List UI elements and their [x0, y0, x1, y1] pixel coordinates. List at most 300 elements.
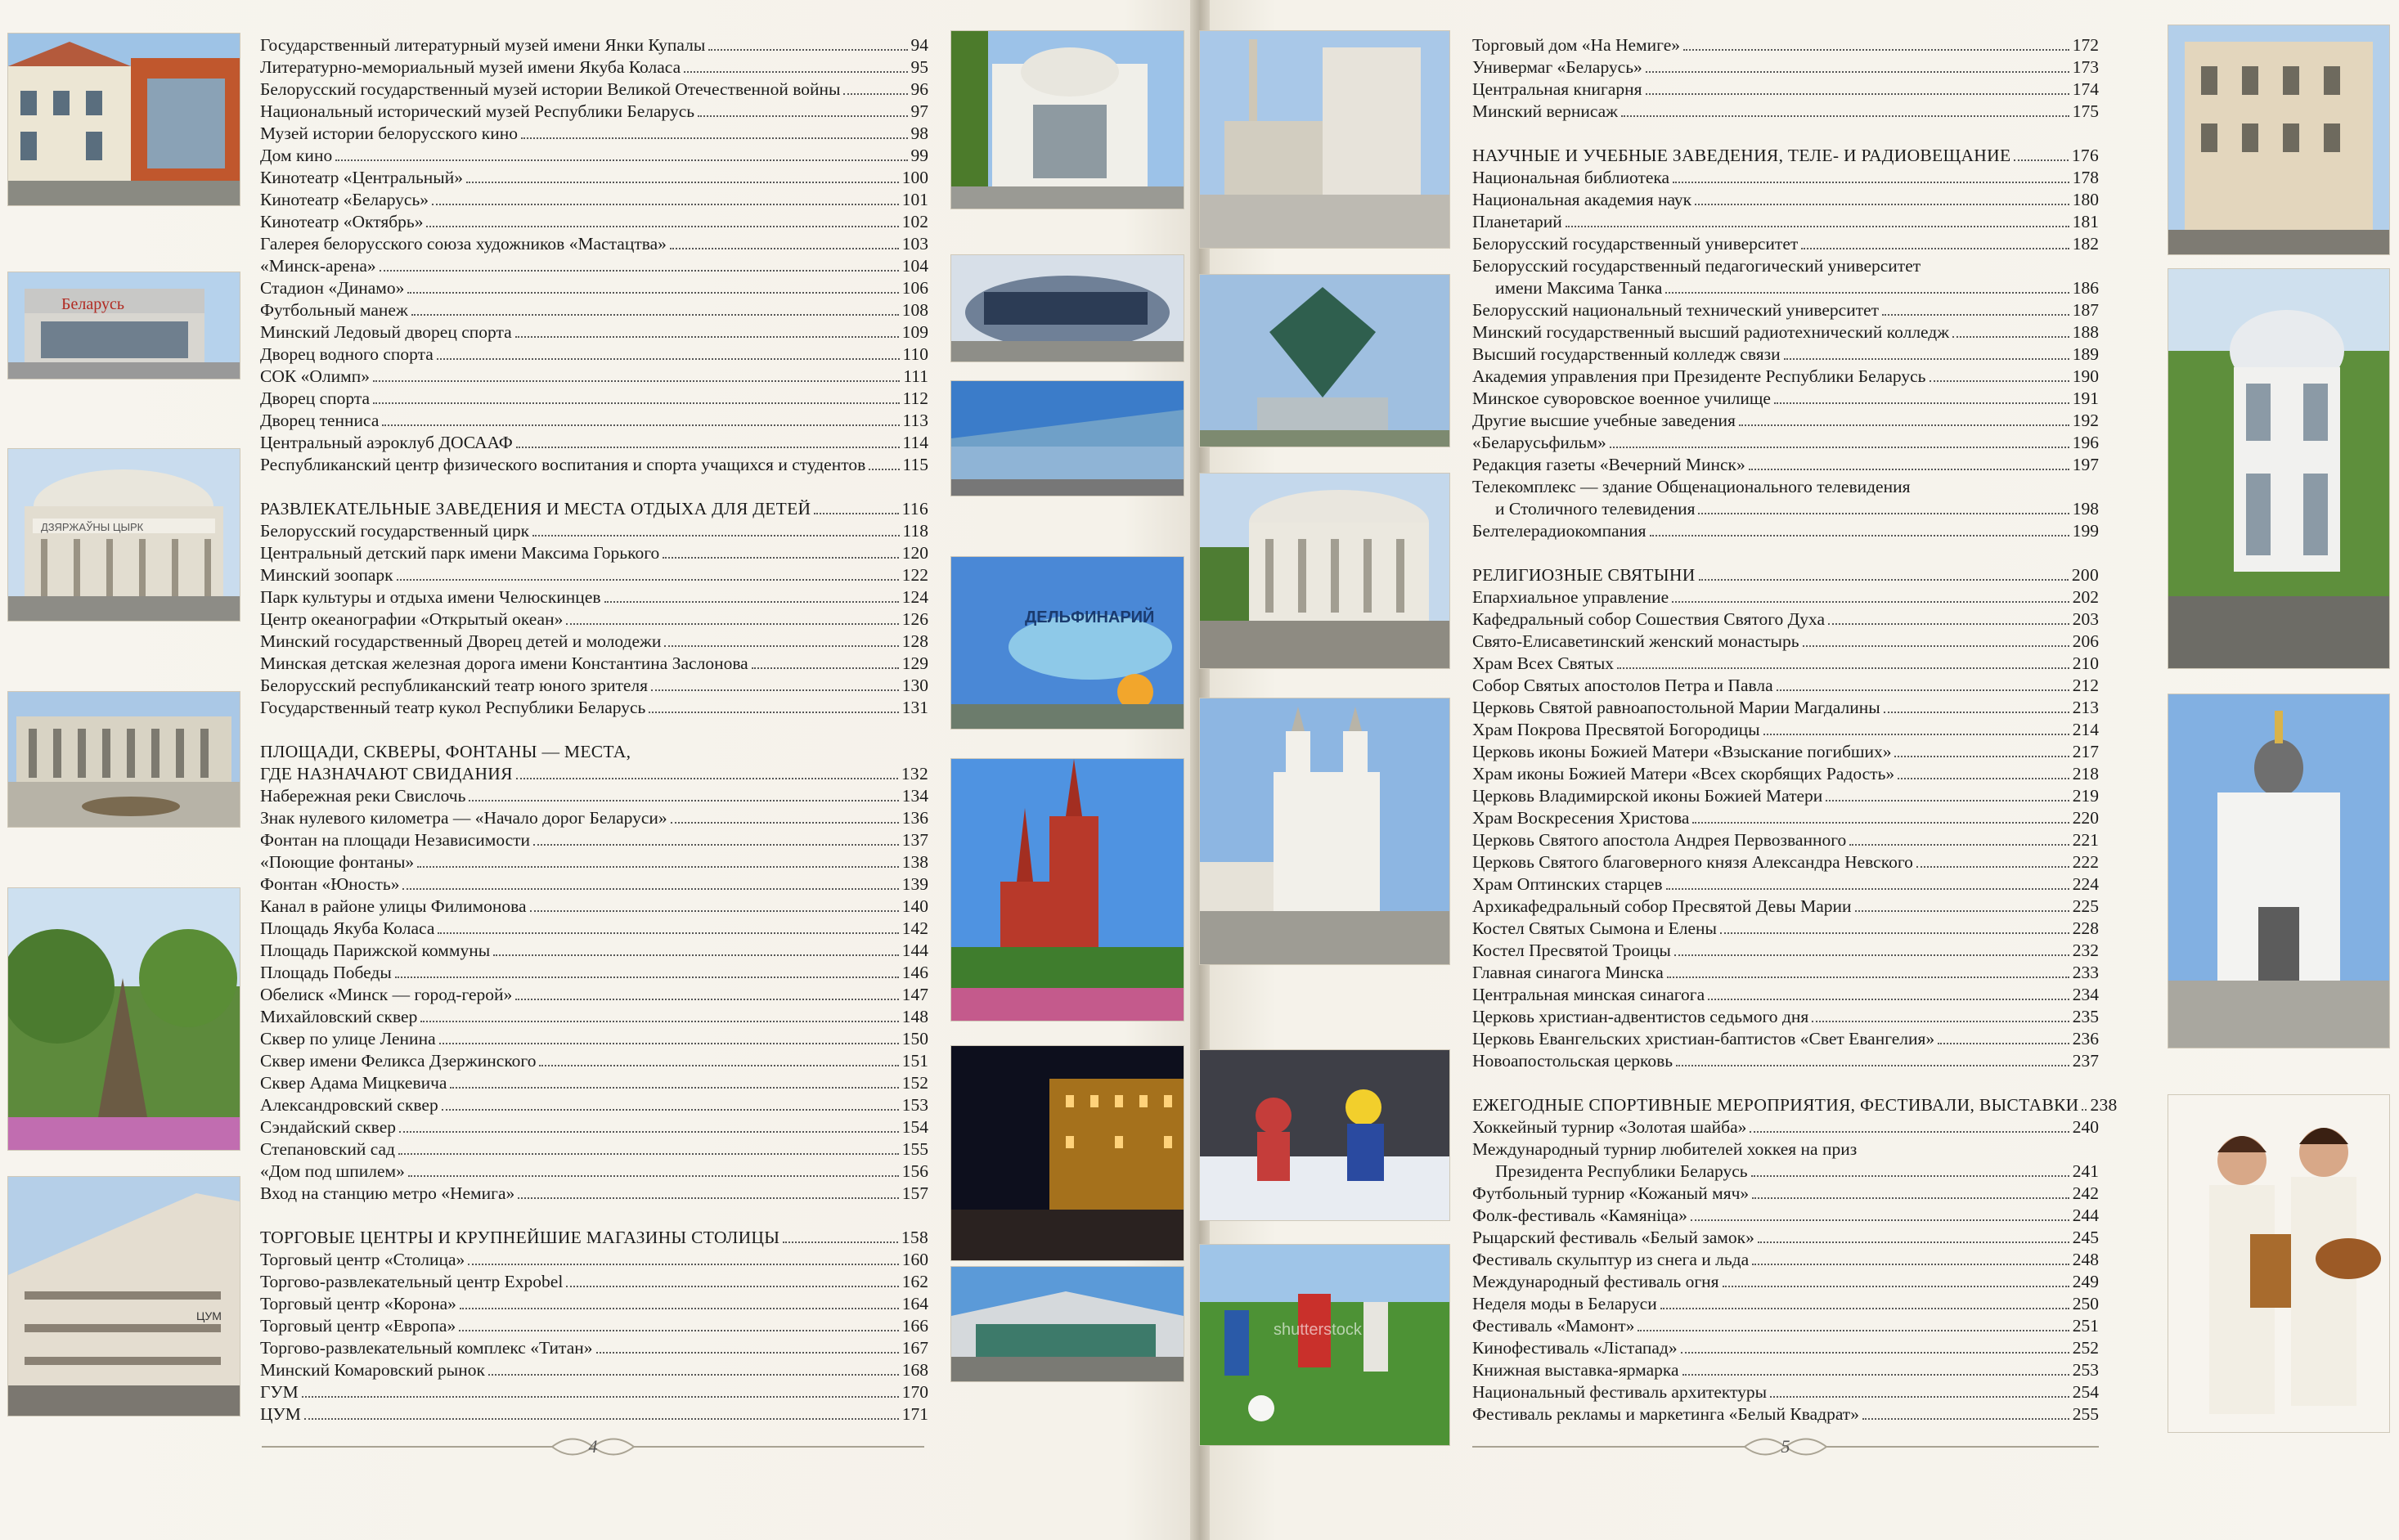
photo-hockey	[1199, 1049, 1450, 1221]
toc-entry-title: Высший государственный колледж связи	[1472, 344, 1781, 364]
toc-page-number: 241	[2072, 1161, 2099, 1181]
toc-page-number: 124	[901, 587, 928, 607]
toc-page-number: 136	[901, 808, 928, 828]
toc-entry-title: Храм Покрова Пресвятой Богородицы	[1472, 720, 1760, 739]
toc-page-number: 219	[2072, 786, 2099, 806]
toc-page-number: 213	[2072, 698, 2099, 717]
toc-page-number: 175	[2072, 101, 2099, 121]
toc-page-number: 138	[901, 852, 928, 872]
toc-entry	[260, 1161, 928, 1183]
toc-entry	[260, 697, 928, 719]
toc-entry	[260, 321, 928, 343]
toc-entry	[1472, 1249, 2099, 1271]
toc-entry	[1472, 1028, 2099, 1050]
toc-entry	[260, 675, 928, 697]
toc-entry-title: Храм иконы Божией Матери «Всех скорбящих Радость»	[1472, 764, 1895, 783]
toc-page-number: 142	[901, 918, 928, 938]
toc-entry-title: Минское суворовское военное училище	[1472, 388, 1771, 408]
toc-gap	[260, 1205, 928, 1227]
toc-page-number: 112	[902, 388, 928, 408]
toc-page-number: 137	[901, 830, 928, 850]
toc-entry-title: Белтелерадиокомпания	[1472, 521, 1647, 541]
photo-classic-building	[2168, 25, 2390, 255]
toc-dot-leader	[302, 1396, 899, 1398]
toc-entry	[260, 1337, 928, 1359]
toc-entry	[260, 962, 928, 984]
toc-entry-title: Минский Ледовый дворец спорта	[260, 322, 512, 342]
toc-page-number: 99	[910, 146, 928, 165]
toc-entry	[1472, 608, 2099, 631]
toc-dot-leader	[1660, 1308, 2069, 1309]
toc-entry	[1472, 321, 2099, 343]
photo-stadium-roof	[950, 1266, 1184, 1382]
toc-page-number: 132	[901, 764, 928, 783]
toc-entry	[260, 586, 928, 608]
toc-entry-title: «Минск-арена»	[260, 256, 376, 276]
toc-page-number: 104	[901, 256, 928, 276]
toc-entry	[1472, 962, 2099, 984]
toc-dot-leader	[1826, 800, 2069, 801]
toc-entry-title: Академия управления при Президенте Республики Беларусь	[1472, 366, 1926, 386]
toc-page-number: 95	[910, 57, 928, 77]
toc-dot-leader	[1801, 248, 2069, 249]
toc-entry	[260, 255, 928, 277]
toc-page-number: 248	[2072, 1250, 2099, 1269]
toc-page-number: 251	[2072, 1316, 2099, 1336]
photo-literary-museum	[7, 33, 240, 206]
toc-entry-title: Торговый центр «Корона»	[260, 1294, 456, 1313]
toc-entry	[1472, 1161, 2099, 1183]
toc-entry-title: Кинотеатр «Центральный»	[260, 168, 463, 187]
toc-page-number: 245	[2072, 1228, 2099, 1247]
toc-entry	[1472, 719, 2099, 741]
toc-entry-title: НАУЧНЫЕ И УЧЕБНЫЕ ЗАВЕДЕНИЯ, ТЕЛЕ- И РАДИОВЕЩАНИЕ	[1472, 146, 2011, 165]
toc-entry	[260, 145, 928, 167]
toc-page-number: 157	[901, 1183, 928, 1203]
toc-entry	[260, 1293, 928, 1315]
toc-entry	[1472, 366, 2099, 388]
toc-dot-leader	[1695, 204, 2069, 205]
toc-entry-title: РЕЛИГИОЗНЫЕ СВЯТЫНИ	[1472, 565, 1696, 585]
photo-nemiga-center	[1199, 30, 1450, 249]
toc-page-number: 109	[901, 322, 928, 342]
toc-page-number: 190	[2072, 366, 2099, 386]
shop-sign-text: Беларусь	[61, 295, 124, 313]
toc-entry-title: Церковь христиан-адвентистов седьмого дня	[1472, 1007, 1809, 1026]
toc-entry	[1472, 476, 2099, 498]
toc-page-number: 94	[910, 35, 928, 55]
toc-entry-title: Парк культуры и отдыха имени Челюскинцев	[260, 587, 601, 607]
toc-entry-title: Национальная академия наук	[1472, 190, 1692, 209]
toc-section-heading	[1472, 1094, 2118, 1116]
toc-gap	[260, 476, 928, 498]
toc-dot-leader	[671, 822, 899, 824]
toc-entry-title: Центральный детский парк имени Максима Горького	[260, 543, 660, 563]
toc-entry-title: Церковь Владимирской иконы Божией Матери	[1472, 786, 1823, 806]
toc-dot-leader	[1699, 579, 2069, 581]
toc-dot-leader	[450, 1087, 898, 1089]
toc-entry	[260, 1050, 928, 1072]
toc-page-number: 182	[2072, 234, 2099, 254]
toc-entry-title: Дворец тенниса	[260, 411, 380, 430]
toc-dot-leader	[1898, 778, 2069, 779]
toc-dot-leader	[407, 292, 898, 294]
toc-dot-leader	[1692, 822, 2069, 824]
toc-entry	[1472, 277, 2099, 299]
toc-entry-title: Торговый центр «Столица»	[260, 1250, 465, 1269]
toc-entry	[1472, 896, 2099, 918]
toc-page-number: 129	[901, 653, 928, 673]
toc-entry-title: Минский зоопарк	[260, 565, 393, 585]
toc-page-number: 242	[2072, 1183, 2099, 1203]
watermark-text: shutterstock	[1274, 1321, 1362, 1339]
toc-entry	[260, 940, 928, 962]
toc-dot-leader	[395, 977, 899, 978]
toc-entry-title: Книжная выставка-ярмарка	[1472, 1360, 1679, 1380]
toc-page-number: 96	[910, 79, 928, 99]
toc-page-number: 180	[2072, 190, 2099, 209]
toc-entry	[260, 233, 928, 255]
toc-entry-title: Литературно-мемориальный музей имени Якуба Коласа	[260, 57, 681, 77]
toc-page-number: 171	[901, 1404, 928, 1424]
toc-dot-leader	[1667, 977, 2069, 978]
toc-page-number: 144	[901, 941, 928, 960]
toc-entry	[1472, 653, 2099, 675]
toc-page-number: 255	[2072, 1404, 2099, 1424]
toc-section-heading	[1472, 564, 2099, 586]
toc-entry-title: Церковь Святой равноапостольной Марии Магдалины	[1472, 698, 1880, 717]
toc-page-number: 187	[2072, 300, 2099, 320]
toc-entry-title: «Беларусьфильм»	[1472, 433, 1606, 452]
toc-dot-leader	[670, 248, 899, 249]
toc-dot-leader	[663, 557, 899, 559]
toc-entry-title: Свято-Елисаветинский женский монастырь	[1472, 631, 1799, 651]
toc-dot-leader	[382, 424, 899, 426]
toc-entry	[260, 785, 928, 807]
toc-page-number: 220	[2072, 808, 2099, 828]
toc-dot-leader	[752, 667, 899, 669]
toc-entry-title: Государственный театр кукол Республики Беларусь	[260, 698, 646, 717]
photo-dolphinarium	[950, 556, 1184, 730]
toc-entry	[260, 388, 928, 410]
toc-dot-leader	[402, 888, 898, 890]
toc-page-number: 150	[901, 1029, 928, 1048]
toc-entry-title: Планетарий	[1472, 212, 1562, 231]
toc-dot-leader	[539, 1065, 898, 1066]
toc-entry-title: Фолк-фестиваль «Камяніца»	[1472, 1206, 1687, 1225]
toc-entry-title: Международный турнир любителей хоккея на приз	[1472, 1139, 1858, 1159]
toc-page-number: 181	[2072, 212, 2099, 231]
toc-dot-leader	[1681, 1352, 2069, 1354]
toc-entry-title: Редакция газеты «Вечерний Минск»	[1472, 455, 1745, 474]
toc-entry	[1472, 454, 2099, 476]
toc-entry-title: Фестиваль скульптур из снега и льда	[1472, 1250, 1750, 1269]
toc-dot-leader	[1882, 314, 2069, 316]
toc-dot-leader	[1916, 866, 2069, 868]
toc-entry	[260, 34, 928, 56]
toc-entry	[260, 123, 928, 145]
toc-entry	[260, 1006, 928, 1028]
toc-page-number: 196	[2072, 433, 2099, 452]
toc-entry-title: Республиканский центр физического воспитания и спорта учащихся и студентов	[260, 455, 866, 474]
toc-dot-leader	[432, 204, 899, 205]
toc-dot-leader	[533, 844, 899, 846]
toc-dot-leader	[1770, 1396, 2069, 1398]
toc-entry-title: Площадь Парижской коммуны	[260, 941, 491, 960]
toc-entry	[1472, 343, 2099, 366]
toc-entry-title: Сквер по улице Ленина	[260, 1029, 436, 1048]
toc-entry-title: Канал в районе улицы Филимонова	[260, 896, 527, 916]
toc-dot-leader	[1610, 447, 2069, 448]
toc-dot-leader	[1739, 424, 2069, 426]
toc-entry	[1472, 1293, 2099, 1315]
toc-entry-title: Церковь Святого благоверного князя Александра Невского	[1472, 852, 1913, 872]
toc-page-number: 160	[901, 1250, 928, 1269]
toc-dot-leader	[2014, 159, 2068, 161]
photo-football-kids	[1199, 1244, 1450, 1446]
toc-page-number: 172	[2072, 35, 2099, 55]
toc-page-number: 252	[2072, 1338, 2099, 1358]
toc-entry	[260, 851, 928, 873]
toc-dot-leader	[516, 447, 900, 448]
toc-entry-title: Торговый дом «На Немиге»	[1472, 35, 1680, 55]
toc-page-number: 97	[910, 101, 928, 121]
toc-entry	[260, 1249, 928, 1271]
toc-page-number: 212	[2072, 676, 2099, 695]
toc-entry	[1472, 785, 2099, 807]
toc-entry-title: СОК «Олимп»	[260, 366, 370, 386]
toc-page-number: 225	[2072, 896, 2099, 916]
toc-page-number: 106	[901, 278, 928, 298]
toc-page-number: 191	[2072, 388, 2099, 408]
toc-entry	[260, 1403, 928, 1426]
toc-entry-title: Дворец спорта	[260, 388, 371, 408]
toc-dot-leader	[1617, 667, 2069, 669]
toc-page-number: 152	[901, 1073, 928, 1093]
toc-entry-title: Белорусский государственный университет	[1472, 234, 1799, 254]
toc-entry-title: Национальная библиотека	[1472, 168, 1670, 187]
toc-entry	[260, 1072, 928, 1094]
toc-dot-leader	[814, 513, 898, 514]
toc-entry-title: Торгово-развлекательный центр Expobel	[260, 1272, 564, 1291]
toc-entry-title: Александровский сквер	[260, 1095, 438, 1115]
toc-page-number: 139	[901, 874, 928, 894]
toc-dot-leader	[1698, 513, 2069, 514]
toc-dot-leader	[1855, 910, 2069, 912]
toc-entry	[260, 1183, 928, 1205]
toc-page-number: 235	[2072, 1007, 2099, 1026]
toc-entry	[1472, 1381, 2099, 1403]
photo-cathedral	[1199, 698, 1450, 965]
toc-dot-leader	[1828, 623, 2069, 625]
toc-dot-leader	[397, 579, 899, 581]
toc-entry-title: Минский государственный Дворец детей и молодежи	[260, 631, 662, 651]
toc-entry-title: Дом кино	[260, 146, 333, 165]
toc-entry-title: Хоккейный турнир «Золотая шайба»	[1472, 1117, 1747, 1137]
toc-page-number: 202	[2072, 587, 2099, 607]
toc-page-number: 170	[901, 1382, 928, 1402]
toc-dot-leader	[1665, 292, 2069, 294]
toc-page-number: 253	[2072, 1360, 2099, 1380]
toc-dot-leader	[1708, 999, 2069, 1000]
toc-dot-leader	[1884, 712, 2069, 713]
toc-dot-leader	[1683, 49, 2069, 51]
toc-page-number: 166	[901, 1316, 928, 1336]
toc-entry	[260, 410, 928, 432]
toc-entry	[1472, 1050, 2099, 1072]
toc-entry-title: Торгово-развлекательный комплекс «Титан»	[260, 1338, 593, 1358]
toc-right-column	[1472, 34, 2118, 1426]
toc-entry	[1472, 851, 2099, 873]
toc-entry	[1472, 1205, 2099, 1227]
toc-entry	[260, 873, 928, 896]
toc-page-number: 151	[901, 1051, 928, 1071]
toc-page-number: 146	[901, 963, 928, 982]
dolphinarium-sign-text: ДЕЛЬФИНАРИЙ	[1025, 608, 1155, 626]
toc-dot-leader	[1621, 115, 2069, 117]
toc-dot-leader	[698, 115, 907, 117]
left-page-number: 4	[588, 1436, 598, 1457]
toc-entry-title: Епархиальное управление	[1472, 587, 1669, 607]
toc-dot-leader	[708, 49, 907, 51]
toc-page-number: 108	[901, 300, 928, 320]
photo-circus	[7, 448, 240, 622]
toc-page-number: 232	[2072, 941, 2099, 960]
toc-dot-leader	[521, 137, 908, 139]
toc-page-number: 153	[901, 1095, 928, 1115]
toc-dot-leader	[1682, 1374, 2069, 1376]
toc-entry-title: Дворец водного спорта	[260, 344, 434, 364]
toc-entry	[260, 829, 928, 851]
toc-entry	[260, 211, 928, 233]
toc-dot-leader	[1752, 1197, 2069, 1199]
toc-section-heading	[260, 498, 928, 520]
toc-dot-leader	[1777, 689, 2069, 691]
photo-university	[1199, 473, 1450, 669]
toc-entry	[260, 454, 928, 476]
toc-page-number: 126	[901, 609, 928, 629]
tsum-sign-text: ЦУМ	[196, 1309, 222, 1322]
right-page-number: 5	[1781, 1436, 1790, 1457]
toc-dot-leader	[373, 380, 900, 382]
toc-entry	[260, 918, 928, 940]
toc-dot-leader	[438, 932, 898, 934]
toc-entry-title: РАЗВЛЕКАТЕЛЬНЫЕ ЗАВЕДЕНИЯ И МЕСТА ОТДЫХА ДЛЯ ДЕТЕЙ	[260, 499, 811, 519]
toc-dot-leader	[783, 1241, 898, 1243]
toc-entry-title: Белорусский государственный музей истории Великой Отечественной войны	[260, 79, 841, 99]
toc-dot-leader	[1749, 469, 2069, 470]
toc-page-number: 176	[2071, 146, 2099, 165]
toc-dot-leader	[2082, 1109, 2087, 1111]
toc-entry	[1472, 984, 2099, 1006]
toc-dot-leader	[411, 314, 899, 316]
toc-entry-title: Государственный литературный музей имени Янки Купалы	[260, 35, 706, 55]
toc-entry	[260, 277, 928, 299]
toc-entry-title: Кафедральный собор Сошествия Святого Духа	[1472, 609, 1826, 629]
photo-cinema-belarus	[7, 272, 240, 379]
toc-page-number: 244	[2072, 1206, 2099, 1225]
toc-page-number: 154	[901, 1117, 928, 1137]
toc-page-number: 128	[901, 631, 928, 651]
toc-entry	[260, 56, 928, 79]
toc-dot-leader	[399, 1131, 899, 1133]
toc-left-column	[260, 34, 928, 1426]
toc-entry-title: Обелиск «Минск — город-герой»	[260, 985, 513, 1004]
toc-dot-leader	[1894, 756, 2069, 757]
toc-entry	[260, 1094, 928, 1116]
toc-dot-leader	[493, 954, 899, 956]
toc-section-heading	[260, 741, 928, 763]
toc-dot-leader	[1751, 1175, 2069, 1177]
toc-entry	[260, 343, 928, 366]
toc-entry-title: Кинотеатр «Октябрь»	[260, 212, 424, 231]
toc-dot-leader	[1758, 1241, 2069, 1243]
toc-dot-leader	[1752, 1264, 2069, 1265]
toc-entry-title: ТОРГОВЫЕ ЦЕНТРЫ И КРУПНЕЙШИЕ МАГАЗИНЫ СТОЛИЦЫ	[260, 1228, 780, 1247]
toc-gap	[1472, 1072, 2099, 1094]
toc-entry	[1472, 918, 2099, 940]
toc-page-number: 238	[2090, 1095, 2118, 1115]
toc-entry-title: Костел Святых Сымона и Елены	[1472, 918, 1718, 938]
toc-entry-title: Центральная книгарня	[1472, 79, 1642, 99]
photo-night-street	[950, 1045, 1184, 1261]
toc-entry	[1472, 167, 2099, 189]
toc-entry-title: Центральный аэроклуб ДОСААФ	[260, 433, 513, 452]
toc-entry-title: Кинотеатр «Беларусь»	[260, 190, 429, 209]
toc-page-number: 234	[2072, 985, 2099, 1004]
toc-dot-leader	[1774, 402, 2069, 404]
toc-gap	[1472, 123, 2099, 145]
toc-entry-title: Футбольный турнир «Кожаный мяч»	[1472, 1183, 1750, 1203]
toc-entry	[1472, 631, 2099, 653]
toc-page-number: 254	[2072, 1382, 2099, 1402]
toc-entry-title: Фестиваль рекламы и маркетинга «Белый Квадрат»	[1472, 1404, 1859, 1424]
toc-entry-title: Степановский сад	[260, 1139, 395, 1159]
toc-page-number: 116	[901, 499, 928, 519]
toc-entry	[260, 984, 928, 1006]
toc-entry-title: Белорусский государственный цирк	[260, 521, 530, 541]
toc-dot-leader	[843, 93, 907, 95]
toc-entry-title: Сэндайский сквер	[260, 1117, 397, 1137]
toc-page-number: 162	[901, 1272, 928, 1291]
toc-entry	[1472, 1359, 2099, 1381]
toc-page-number: 233	[2072, 963, 2099, 982]
toc-dot-leader	[566, 623, 898, 625]
toc-entry	[260, 1271, 928, 1293]
toc-page-number: 240	[2072, 1117, 2099, 1137]
toc-entry	[260, 1359, 928, 1381]
toc-dot-leader	[1930, 380, 2069, 382]
toc-entry	[1472, 255, 2099, 277]
photo-white-church	[2168, 694, 2390, 1048]
toc-page-number: 203	[2072, 609, 2099, 629]
toc-entry	[1472, 586, 2099, 608]
toc-entry	[260, 366, 928, 388]
toc-dot-leader	[1763, 734, 2069, 735]
toc-page-number: 214	[2072, 720, 2099, 739]
toc-page-number: 164	[901, 1294, 928, 1313]
toc-entry	[260, 101, 928, 123]
toc-entry-title: Костел Пресвятой Троицы	[1472, 941, 1671, 960]
toc-dot-leader	[398, 1153, 899, 1155]
toc-entry	[1472, 1006, 2099, 1028]
toc-dot-leader	[439, 1043, 899, 1044]
toc-entry	[1472, 388, 2099, 410]
toc-entry	[1472, 873, 2099, 896]
toc-dot-leader	[1672, 601, 2069, 603]
toc-dot-leader	[530, 910, 899, 912]
toc-dot-leader	[1638, 1330, 2069, 1331]
